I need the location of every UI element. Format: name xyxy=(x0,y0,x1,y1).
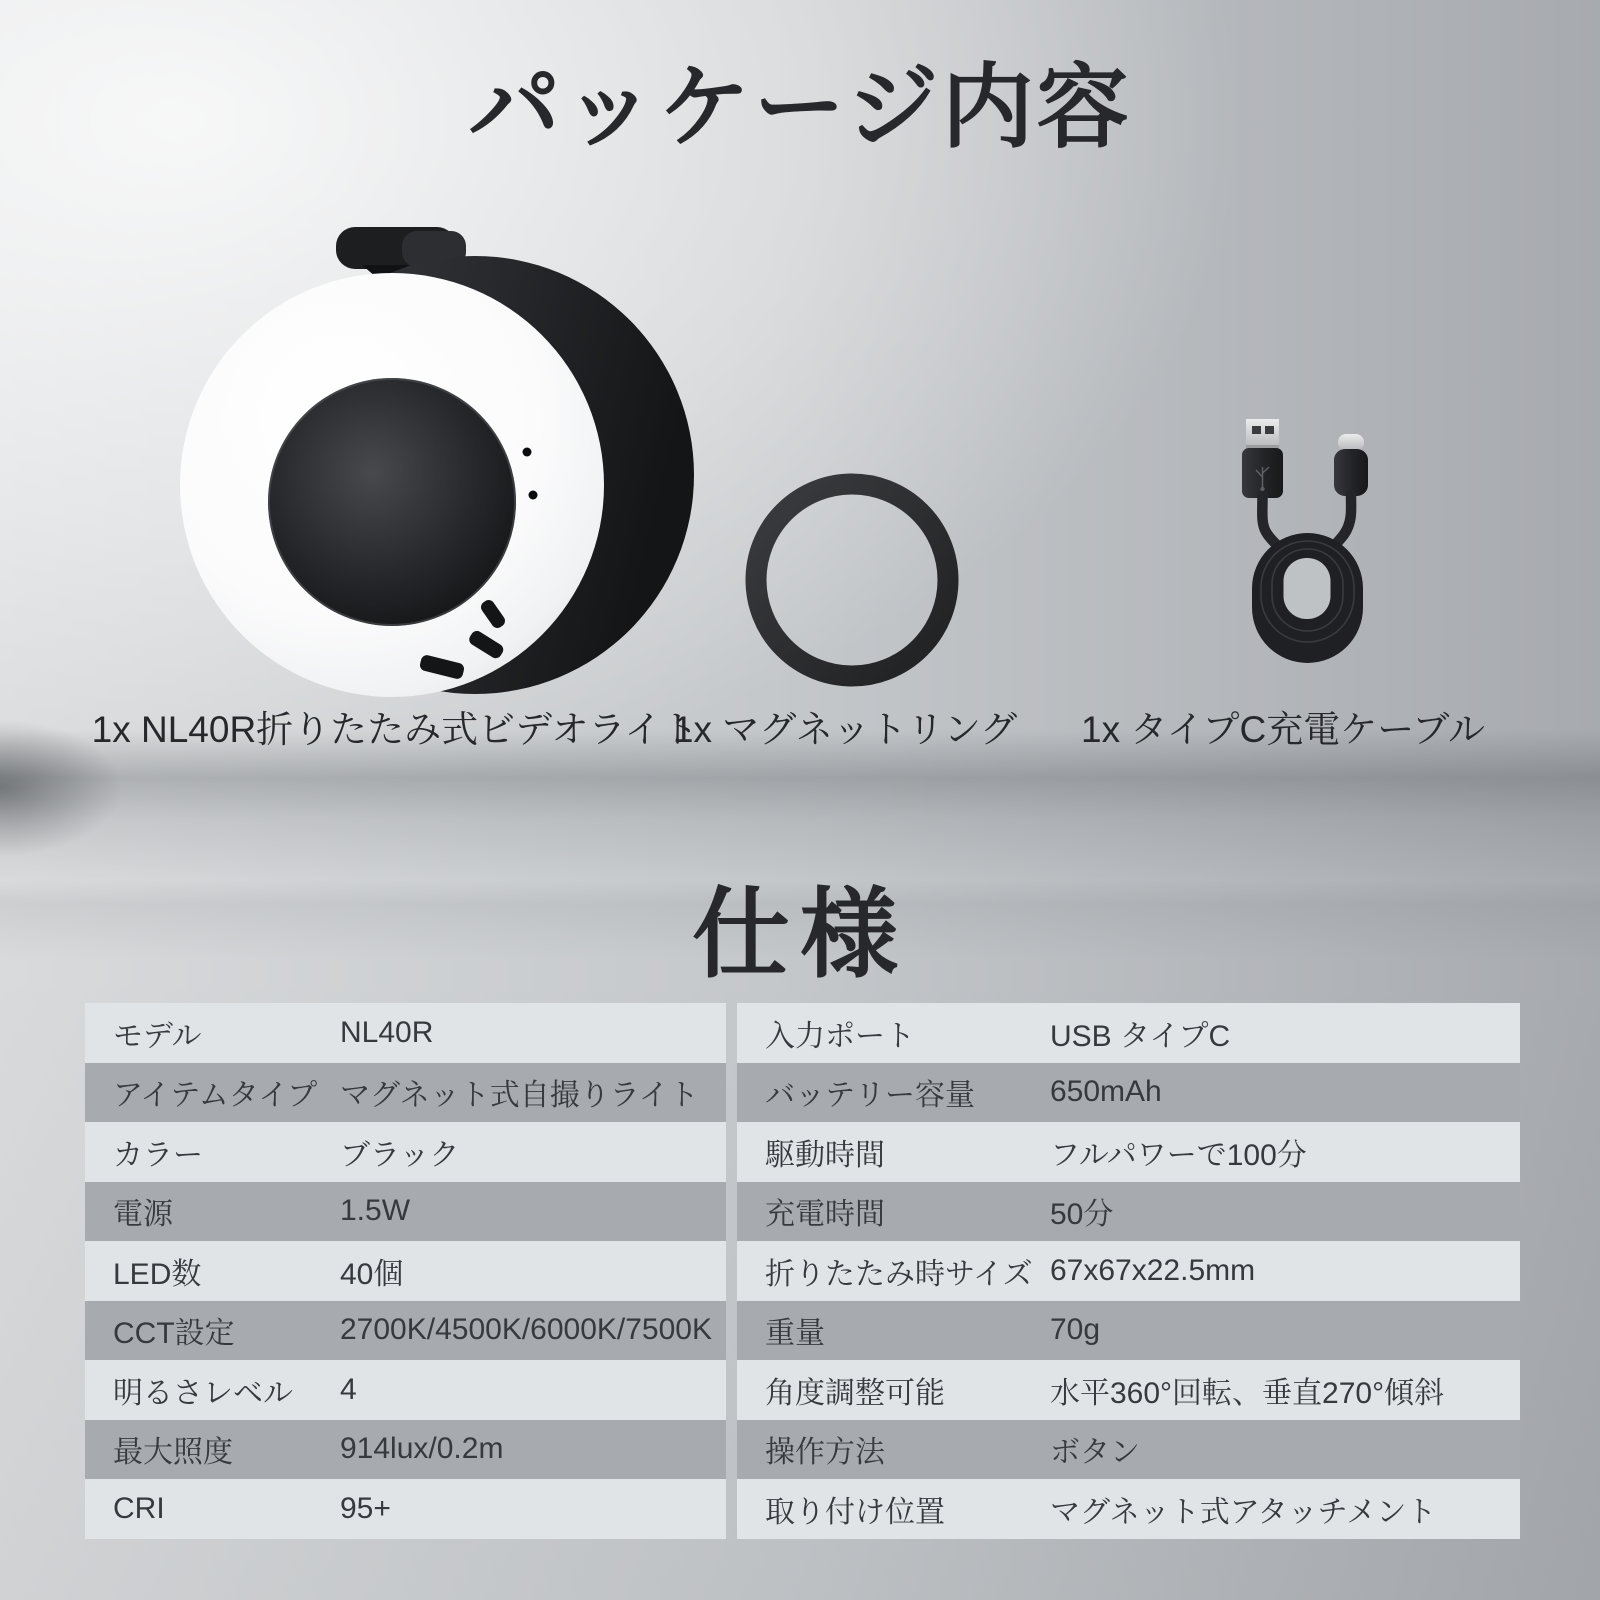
magnet-ring-shape xyxy=(756,484,948,676)
spec-row xyxy=(737,1420,1520,1480)
spec-row xyxy=(737,1301,1520,1361)
spec-table xyxy=(85,1003,1520,1539)
spec-value: 40個 xyxy=(340,1257,404,1291)
usb-a-connector xyxy=(1242,419,1283,498)
spec-label: 折りたたみ時サイズ xyxy=(765,1257,1033,1291)
spec-label: バッテリー容量 xyxy=(765,1079,975,1113)
spec-row xyxy=(85,1360,726,1420)
spec-value: 650mAh xyxy=(1050,1075,1162,1109)
cable-coil xyxy=(1252,533,1363,663)
spec-label: CRI xyxy=(113,1491,165,1525)
spec-value: 914lux/0.2m xyxy=(340,1432,504,1466)
spec-row xyxy=(737,1479,1520,1539)
magnet-ring-figure xyxy=(742,470,962,690)
spec-row xyxy=(85,1241,726,1301)
spec-label: モデル xyxy=(113,1019,202,1053)
type-c-cable-image xyxy=(1215,405,1395,705)
magnet-ring-image xyxy=(742,470,962,690)
spec-value: USB タイプC xyxy=(1050,1019,1231,1053)
spec-label: 重量 xyxy=(765,1317,825,1351)
spec-label: CCT設定 xyxy=(113,1317,235,1351)
spec-row xyxy=(85,1301,726,1361)
usb-c-connector xyxy=(1334,434,1368,496)
spec-value: 67x67x22.5mm xyxy=(1050,1253,1256,1287)
spec-row xyxy=(85,1182,726,1242)
spec-row xyxy=(85,1063,726,1123)
spec-label: アイテムタイプ xyxy=(113,1079,318,1113)
package-contents-title: パッケージ内容 xyxy=(468,57,1132,159)
spec-row xyxy=(737,1063,1520,1123)
spec-value: 95+ xyxy=(340,1491,391,1525)
spec-label: LED数 xyxy=(113,1257,202,1291)
spec-label: 電源 xyxy=(113,1198,173,1232)
spec-value: 水平360°回転、垂直270°傾斜 xyxy=(1050,1376,1445,1410)
spec-row xyxy=(85,1479,726,1539)
spec-value: ブラック xyxy=(340,1138,460,1172)
spec-label: 駆動時間 xyxy=(765,1138,885,1172)
spec-label: 充電時間 xyxy=(765,1198,885,1232)
spec-value: フルパワーで100分 xyxy=(1050,1138,1307,1172)
package-item-caption: 1x NL40R折りたたみ式ビデオライト xyxy=(91,709,699,750)
spec-label: 角度調整可能 xyxy=(765,1376,945,1410)
spec-value: 50分 xyxy=(1050,1198,1114,1232)
spec-label: 操作方法 xyxy=(765,1436,885,1470)
spec-value: 1.5W xyxy=(340,1194,411,1228)
spec-label: 入力ポート xyxy=(765,1019,915,1053)
folding-video-light-image xyxy=(140,205,700,705)
spec-label: カラー xyxy=(113,1138,203,1172)
specifications-title: 仕様 xyxy=(691,882,908,990)
spec-value: ボタン xyxy=(1050,1436,1140,1470)
spec-label: 最大照度 xyxy=(113,1436,233,1470)
type-c-cable-figure xyxy=(1215,405,1395,705)
spec-row xyxy=(737,1003,1520,1063)
spec-table-right-column xyxy=(737,1003,1520,1539)
spec-row xyxy=(85,1420,726,1480)
spec-table-left-column xyxy=(85,1003,726,1539)
spec-label: 明るさレベル xyxy=(113,1376,293,1410)
folding-video-light-figure xyxy=(140,205,700,705)
spec-value: 70g xyxy=(1050,1313,1101,1347)
spec-value: マグネット式アタッチメント xyxy=(1050,1495,1437,1529)
spec-value: マグネット式自撮りライト xyxy=(340,1079,699,1113)
spec-value: 4 xyxy=(340,1372,357,1406)
spec-value: 2700K/4500K/6000K/7500K xyxy=(340,1313,712,1347)
package-item-caption: 1x タイプC充電ケーブル xyxy=(1081,709,1485,750)
spec-row xyxy=(737,1182,1520,1242)
spec-row xyxy=(737,1241,1520,1301)
spec-row xyxy=(85,1122,726,1182)
package-item-caption: 1x マグネットリング xyxy=(672,709,1018,750)
spec-label: 取り付け位置 xyxy=(765,1495,945,1529)
spec-value: NL40R xyxy=(340,1015,434,1049)
spec-row xyxy=(737,1360,1520,1420)
spec-row xyxy=(85,1003,726,1063)
spec-row xyxy=(737,1122,1520,1182)
